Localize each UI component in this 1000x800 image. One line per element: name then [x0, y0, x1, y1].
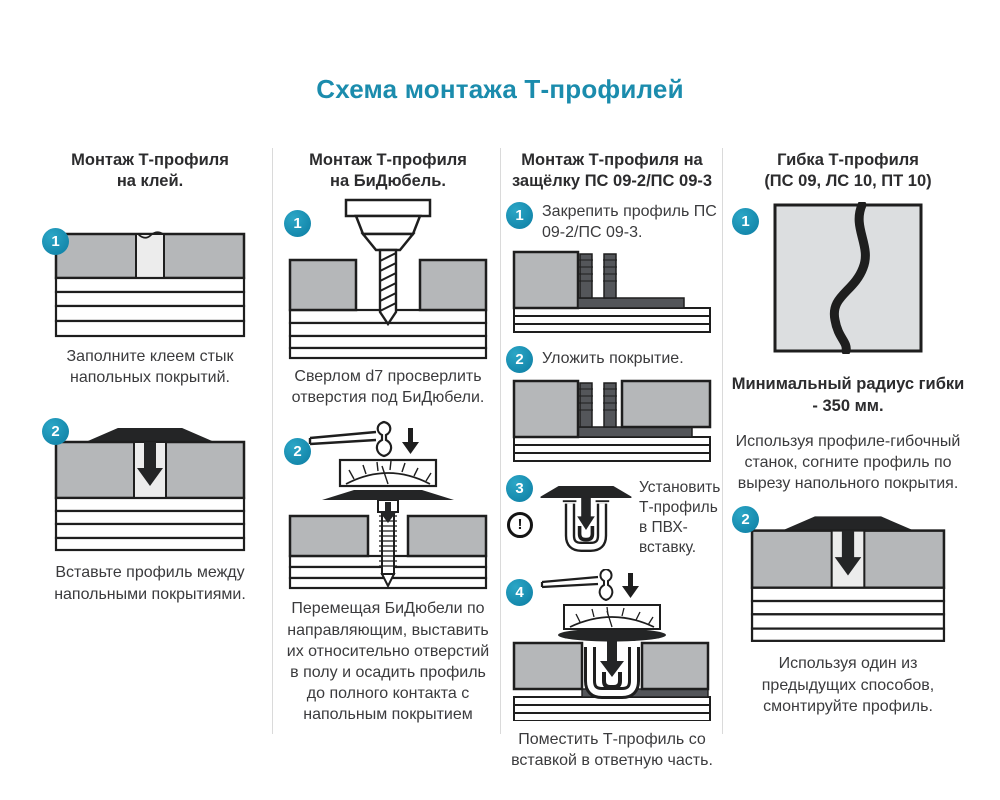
column-divider [272, 148, 273, 734]
illustration-bidowel-hammer [288, 420, 488, 590]
step-bend-1 [730, 202, 966, 354]
header-line: на клей. [116, 172, 184, 191]
step-number-badge: 1 [42, 228, 69, 255]
header-line: Монтаж Т-профиля [309, 151, 467, 169]
step-label: Установить Т-профиль в ПВХ-вставку. [639, 478, 721, 556]
step-caption: Используя один из предыдущих способов, смонтируйте профиль. [761, 655, 935, 715]
column-divider [722, 148, 723, 734]
illustration-covering-laid [512, 379, 712, 463]
column-latch-header [506, 150, 718, 192]
step-label: Уложить покрытие. [542, 349, 684, 367]
step-latch-4 [506, 569, 718, 771]
column-divider [500, 148, 501, 734]
illustration-mount-into-insert [512, 569, 712, 721]
header-line: Монтаж Т-профиля [71, 151, 229, 169]
step-latch-1 [506, 202, 718, 244]
step-number-badge: 1 [506, 202, 533, 229]
step-bend-2 [730, 506, 966, 716]
column-bending-header [730, 150, 966, 192]
step-number-badge: 1 [732, 208, 759, 235]
step-glue-1 [34, 226, 266, 388]
badge-stack [506, 475, 533, 538]
step-number-badge: 3 [506, 475, 533, 502]
illustration-pvc-insert [538, 475, 634, 561]
column-glue [34, 150, 266, 605]
step-number-badge: 2 [284, 438, 311, 465]
illustration-clip-profile [512, 250, 712, 334]
step-caption: Заполните клеем стык напольных покрытий. [66, 348, 234, 387]
illustration-insert-profile [54, 418, 246, 552]
column-bidowel [282, 150, 494, 725]
step-caption: Поместить Т-профиль со вставкой в ответную часть. [511, 730, 713, 769]
column-latch [506, 150, 721, 771]
step-caption: Вставьте профиль между напольными покрытиями. [54, 564, 246, 603]
step-number-badge: 2 [732, 506, 759, 533]
bend-radius-note: Минимальный радиус гибки - 350 мм. [731, 375, 965, 415]
page-title: Схема монтажа Т-профилей [316, 74, 684, 104]
step-bidowel-2 [282, 420, 494, 725]
header-line: на БиДюбель. [330, 172, 446, 191]
step-number-badge: 2 [506, 346, 533, 373]
step-latch-2 [506, 346, 718, 373]
step-bidowel-1 [282, 198, 494, 408]
illustration-drill [288, 198, 488, 360]
header-line: Гибка Т-профиля [777, 151, 919, 169]
step-number-badge: 4 [506, 579, 533, 606]
column-bidowel-header [282, 150, 494, 192]
step-number-badge: 2 [42, 418, 69, 445]
step-label: Закрепить профиль ПС 09-2/ПС 09-3. [542, 203, 717, 242]
step-caption: Сверлом d7 просверлить отверстия под БиДюбели. [291, 368, 485, 407]
column-glue-header [34, 150, 266, 192]
header-line: Монтаж Т-профиля на [521, 151, 703, 169]
header-line: защёлку ПС 09-2/ПС 09-3 [511, 172, 713, 191]
header-line: (ПС 09, ЛС 10, ПТ 10) [764, 172, 932, 191]
column-bending [730, 150, 966, 717]
illustration-glue-joint [54, 226, 246, 338]
step-caption: Используя профиле-гибочный станок, согните профиль по вырезу напольного покрытия. [735, 433, 961, 493]
step-caption: Перемещая БиДюбели по направляющим, выставить их относительно отверстий в полу и осадить профиль до полного контакта с напольным покрытием [286, 600, 490, 723]
illustration-bend-radius [772, 202, 924, 354]
step-number-badge: 1 [284, 210, 311, 237]
illustration-mounted-profile [750, 506, 946, 643]
step-glue-2 [34, 418, 266, 604]
warning-icon: ! [507, 512, 533, 538]
step-latch-3 [506, 475, 721, 561]
